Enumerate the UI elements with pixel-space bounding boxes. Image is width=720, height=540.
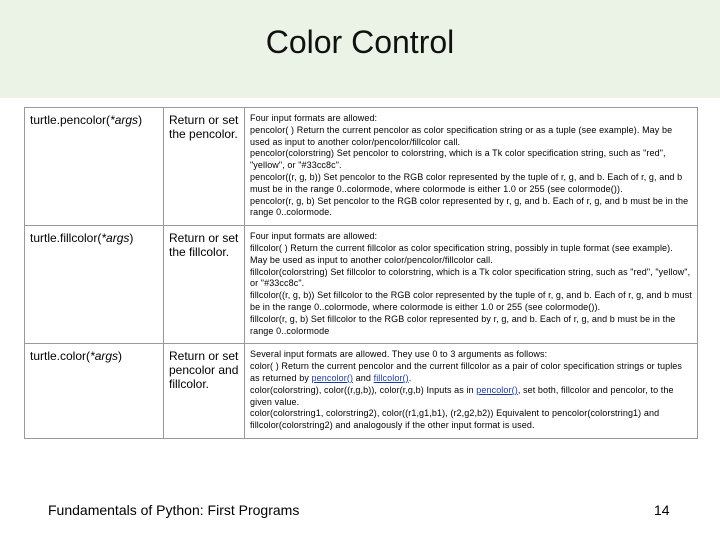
color-control-table	[24, 107, 698, 439]
details-text: and	[353, 372, 374, 383]
method-close: )	[129, 231, 134, 246]
details-line: pencolor(colorstring) Set pencolor to colorstring, which is a Tk color specification string, such as "red", "yellow", or "#33cc8c".	[250, 148, 666, 171]
method-name: turtle.fillcolor(	[30, 231, 102, 246]
details-line: pencolor(r, g, b) Set pencolor to the RGB color represented by r, g, and b. Each of r, g, and b must be in the range 0..colormode.	[250, 195, 689, 218]
pencolor-link[interactable]: pencolor()	[311, 372, 354, 383]
details-line: color(colorstring1, colorstring2), color((r1,g1,b1), (r2,g2,b2)) Equivalent to pencolor(colorstring1) and fillcolor(colorstring2) and analogously if the other input format is used.	[250, 408, 660, 431]
details-line: fillcolor(r, g, b) Set fillcolor to the RGB color represented by r, g, and b. Each of r, g, and b must be in the range 0..colormode	[250, 313, 676, 336]
table-row	[25, 108, 698, 226]
table-row	[25, 344, 698, 439]
summary-cell: Return or set the pencolor.	[164, 108, 245, 226]
method-cell	[25, 108, 164, 226]
details-line: pencolor( ) Return the current pencolor as color specification string or as a tuple (see example). May be used as input to another color/pencolor/fillcolor call.	[250, 124, 673, 147]
details-line: pencolor((r, g, b)) Set pencolor to the RGB color represented by the tuple of r, g, and b. Each of r, g, and b must be in the range 0..colormode, where colormode is either 1.0 or 255 (see colormode()).	[250, 171, 683, 194]
method-args: *args	[90, 349, 119, 364]
details-line	[250, 385, 692, 409]
details-text: , set both, fillcolor and pencolor, to the given value.	[250, 384, 674, 407]
details-cell	[245, 344, 698, 439]
method-cell	[25, 226, 164, 344]
method-name: turtle.color(	[30, 349, 91, 364]
details-text: .	[408, 372, 412, 383]
method-args: *args	[110, 113, 139, 127]
page-number: 14	[654, 502, 670, 518]
method-args: *args	[101, 231, 130, 246]
summary-cell: Return or set pencolor and fillcolor.	[164, 344, 245, 439]
method-name: turtle.pencolor(	[30, 113, 111, 127]
method-close: )	[138, 113, 143, 127]
fillcolor-link[interactable]: fillcolor()	[373, 372, 409, 383]
details-line: Several input formats are allowed. They use 0 to 3 arguments as follows:	[250, 349, 548, 360]
details-line: Four input formats are allowed:	[250, 231, 378, 242]
details-cell	[245, 108, 698, 226]
details-line: fillcolor(colorstring) Set fillcolor to colorstring, which is a Tk color specification string, such as "red", "yellow", or "#33cc8c".	[250, 266, 691, 289]
details-line: Four input formats are allowed:	[250, 113, 378, 123]
table-row	[25, 226, 698, 344]
method-cell	[25, 344, 164, 439]
details-cell	[245, 226, 698, 344]
method-close: )	[118, 349, 123, 364]
slide-title: Color Control	[265, 24, 455, 60]
details-text: color( ) Return the current pencolor and the current fillcolor as a pair of color specification strings or tuples as returned by	[250, 361, 682, 383]
details-line	[250, 361, 692, 385]
details-line: fillcolor( ) Return the current fillcolor as color specification string, possibly in tuple format (see example). May be used as input to another color/pencolor/fillcolor call.	[250, 242, 673, 265]
pencolor-link[interactable]: pencolor()	[476, 384, 518, 395]
summary-cell: Return or set the fillcolor.	[164, 226, 245, 344]
details-text: color(colorstring), color((r,g,b)), color(r,g,b) Inputs as in	[250, 384, 477, 395]
footer-text: Fundamentals of Python: First Programs	[48, 502, 300, 518]
details-line: fillcolor((r, g, b)) Set fillcolor to the RGB color represented by the tuple of r, g, and b. Each of r, g, and b must be in the range 0..colormode, where colormode is either 1.0 or 255 (see colormode()).	[250, 290, 692, 312]
